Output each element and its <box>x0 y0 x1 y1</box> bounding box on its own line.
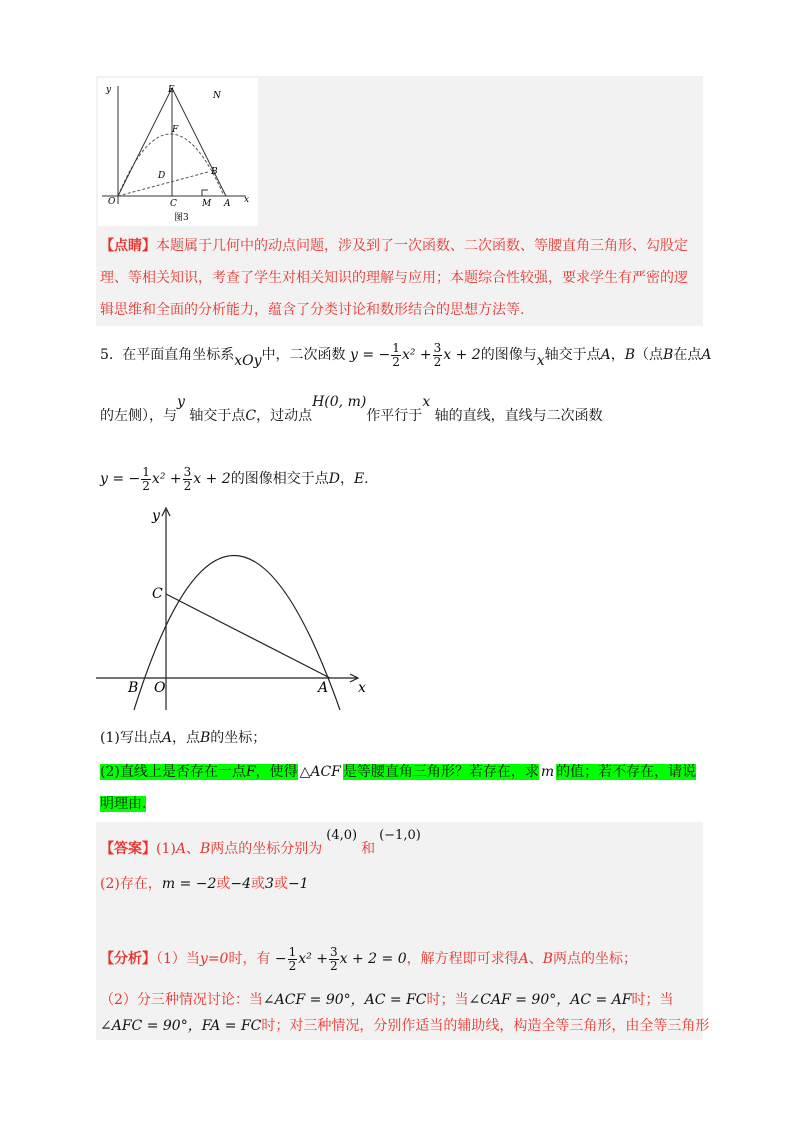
answer-point-B: B <box>199 841 211 857</box>
analysis-l3: 时；对三种情况，分别作适当的辅助线，构造全等三角形，由全等三角形 <box>261 1018 710 1034</box>
analysis-eq-tail: x + 2 = 0 <box>339 951 407 967</box>
figure-1-label-D: D <box>158 171 166 181</box>
q5-line3-frac-three-half-den: 2 <box>183 478 192 493</box>
analysis-l2c: 时；当 <box>631 992 674 1008</box>
analysis-tag: 【分析】 <box>100 951 156 967</box>
answer-or-2: 或 <box>251 876 266 892</box>
dianjing-line-2 <box>100 268 688 288</box>
dianjing-line-1 <box>100 236 688 256</box>
sub2-triangle: △ACF <box>299 764 341 780</box>
figure-1-label-C: C <box>170 199 177 209</box>
q5-line3-comma: ， <box>339 471 354 487</box>
sub1-text: (1)写出点 <box>100 730 162 746</box>
sub1-point-B: B <box>199 730 211 746</box>
figure-2-label-x: x <box>358 680 366 696</box>
q5-xoy: xOy <box>234 353 262 369</box>
q5-point-A-2: A <box>701 347 712 363</box>
sub2-text-a: (2)直线上是否存在一点 <box>100 764 246 780</box>
figure-2-diagram <box>96 506 376 710</box>
dianjing-tag: 【点睛】 <box>100 238 156 254</box>
answer-sep: 、 <box>185 841 200 857</box>
q5-text-2: 中，二次函数 <box>261 347 346 363</box>
q5-x-var: x <box>536 353 545 369</box>
q5-point-B-2: B <box>663 347 674 363</box>
q5-x-var-2: x <box>422 394 431 410</box>
analysis-l1b: 时，有 <box>228 951 271 967</box>
dianjing-text-2: 理、等相关知识，考查了学生对相关知识的理解与应用；本题综合性较强，要求学生有严密的逻 <box>100 270 688 286</box>
analysis-eq-neg: − <box>274 951 287 967</box>
q5-line2-e: 轴的直线，直线与二次函数 <box>434 408 603 424</box>
q5-frac-half-den: 2 <box>392 354 400 369</box>
q5-point-H: H(0, m) <box>312 394 367 410</box>
answer-l2a: (2)存在， <box>100 876 162 892</box>
answer-m-value-3: 3 <box>265 876 274 892</box>
answer-point-A: A <box>175 841 186 857</box>
q5-frac-three-half-num: 3 <box>433 340 442 355</box>
question-5-line-1 <box>100 340 711 370</box>
q5-func-tail: x + 2 <box>443 347 481 363</box>
q5-y-var: y <box>177 394 185 410</box>
sub2-text-b: ，使得 <box>255 764 298 780</box>
analysis-eq-x2: x² + <box>298 951 328 967</box>
answer-l1b: 两点的坐标分别为 <box>210 841 323 857</box>
sub2-m-var: m <box>540 764 555 780</box>
analysis-line-3 <box>100 1016 709 1036</box>
answer-tag: 【答案】 <box>100 841 156 857</box>
q5-frac-half <box>391 342 401 369</box>
sub-question-2-line-1 <box>100 762 696 782</box>
analysis-y0: y=0 <box>199 951 229 967</box>
q5-line3-frac-three-half-num: 3 <box>183 464 192 479</box>
analysis-frac-half-num: 1 <box>288 944 297 959</box>
q5-line2-a: 的左侧），与 <box>100 408 177 424</box>
figure-1-label-B: B <box>211 167 218 177</box>
q5-frac-three-half <box>433 342 443 369</box>
figure-1-label-O: O <box>108 197 116 207</box>
figure-1 <box>98 78 258 226</box>
q5-text-5b: 在点 <box>673 347 702 363</box>
q5-frac-half-num: 1 <box>392 340 400 355</box>
analysis-line-2 <box>100 990 674 1010</box>
analysis-sep: 、 <box>528 951 543 967</box>
q5-line3-frac-half-num: 1 <box>142 464 150 479</box>
figure-1-label-x: x <box>244 195 250 205</box>
sub2-point-F: F <box>245 764 256 780</box>
answer-and: 和 <box>361 841 376 857</box>
q5-line3-frac-half-den: 2 <box>142 478 150 493</box>
q5-point-D: D <box>328 471 340 487</box>
analysis-l2a: （2）分三种情况讨论：当 <box>100 992 263 1008</box>
q5-line3-func-tail: x + 2 <box>193 471 231 487</box>
q5-func-x2: x² + <box>401 347 432 363</box>
answer-point-coords-1: (4,0) <box>326 828 358 843</box>
analysis-case-3: ∠AFC = 90°，FA = FC <box>100 1018 262 1034</box>
figure-2-label-y: y <box>152 508 160 524</box>
figure-1-diagram <box>98 78 258 226</box>
analysis-l1a: （1）当 <box>156 951 200 967</box>
analysis-point-A: A <box>518 951 529 967</box>
sub1-point-A: A <box>161 730 172 746</box>
figure-1-label-E: E <box>168 85 175 95</box>
analysis-l1c: ，解方程即可求得 <box>406 951 519 967</box>
q5-text-4: 轴交于点 <box>544 347 601 363</box>
analysis-point-B: B <box>542 951 554 967</box>
analysis-l2b: 时；当 <box>426 992 469 1008</box>
q5-text-1: 在平面直角坐标系 <box>122 347 235 363</box>
question-5-line-2 <box>100 396 603 436</box>
figure-2-label-O: O <box>154 680 166 696</box>
q5-line2-d: 作平行于 <box>366 408 423 424</box>
q5-line2-b: 轴交于点 <box>189 408 246 424</box>
analysis-frac-half-den: 2 <box>288 958 297 973</box>
analysis-line-1 <box>100 942 637 976</box>
figure-1-label-y: y <box>106 85 112 95</box>
analysis-frac-half <box>288 946 298 973</box>
analysis-equation <box>274 944 407 973</box>
dianjing-text-1: 本题属于几何中的动点问题，涉及到了一次函数、二次函数、等腰直角三角形、勾股定 <box>156 238 688 254</box>
answer-point-coords-2: (−1,0) <box>379 828 421 843</box>
answer-m-value-2: −4 <box>230 876 252 892</box>
q5-line3-frac-three-half <box>183 466 193 493</box>
figure-2-label-C: C <box>152 586 163 602</box>
analysis-frac-three-half <box>329 946 339 973</box>
question-number: 5. <box>100 347 114 363</box>
q5-point-B: B <box>624 347 636 363</box>
q5-point-C: C <box>245 408 257 424</box>
figure-2-label-A: A <box>318 680 329 696</box>
q5-func-y: y = − <box>350 347 391 363</box>
answer-or-1: 或 <box>216 876 231 892</box>
sub1-mid: ，点 <box>171 730 200 746</box>
q5-frac-three-half-den: 2 <box>433 354 442 369</box>
q5-comma: ， <box>610 347 625 363</box>
analysis-frac-three-half-den: 2 <box>330 958 338 973</box>
dianjing-text-3: 辑思维和全面的分析能力，蕴含了分类讨论和数形结合的思想方法等. <box>100 302 525 318</box>
analysis-frac-three-half-num: 3 <box>330 944 338 959</box>
figure-2-label-B: B <box>128 680 139 696</box>
figure-1-label-A: A <box>224 199 231 209</box>
answer-m-value-1: m = −2 <box>161 876 217 892</box>
sub-question-2-line-2 <box>100 794 146 814</box>
analysis-case-2: ∠CAF = 90°，AC = AF <box>468 992 632 1008</box>
answer-or-3: 或 <box>273 876 288 892</box>
sub2-text-c: 是等腰直角三角形？若存在，求 <box>342 764 539 780</box>
answer-line-2 <box>100 874 309 894</box>
analysis-case-1: ∠ACF = 90°，AC = FC <box>262 992 427 1008</box>
sub1-end: 的坐标； <box>210 730 267 746</box>
sub2-text-e: 明理由. <box>100 796 147 812</box>
question-5-line-3 <box>100 464 369 494</box>
figure-1-label-M: M <box>202 199 212 209</box>
answer-m-value-4: −1 <box>287 876 309 892</box>
answer-l1a: (1) <box>156 841 176 857</box>
sub-question-1 <box>100 728 266 748</box>
q5-line3-func-x2: x² + <box>151 471 182 487</box>
q5-line3-dot: . <box>364 471 369 487</box>
answer-line-1 <box>100 828 425 864</box>
figure-1-label-F: F <box>172 125 179 135</box>
q5-point-A: A <box>600 347 611 363</box>
q5-line2-c: ，过动点 <box>256 408 313 424</box>
q5-line3-tail: 的图像相交于点 <box>230 471 329 487</box>
figure-1-label-N: N <box>213 91 221 101</box>
q5-line3-frac-half <box>141 466 151 493</box>
figure-1-caption: 图3 <box>174 213 189 223</box>
figure-2 <box>96 506 376 710</box>
q5-text-3: 的图像与 <box>480 347 537 363</box>
sub2-text-d: 的值；若不存在，请说 <box>556 764 697 780</box>
analysis-l1d: 两点的坐标； <box>553 951 638 967</box>
q5-point-E: E <box>353 471 365 487</box>
q5-text-5: （点 <box>635 347 664 363</box>
q5-line3-func-y: y = − <box>100 471 141 487</box>
dianjing-line-3 <box>100 300 524 320</box>
